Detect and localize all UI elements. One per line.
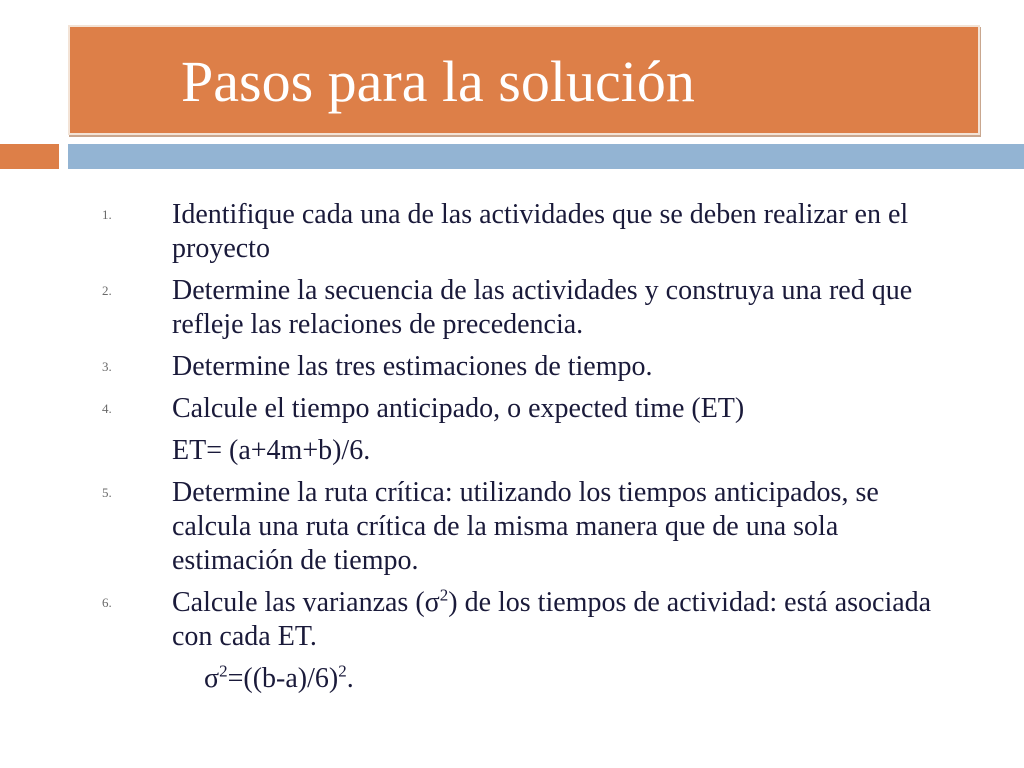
- list-item: [0, 198, 932, 266]
- formula-part: .: [346, 663, 354, 694]
- step-number: 4.: [102, 401, 112, 416]
- step-number: 2.: [102, 283, 112, 298]
- list-item: [0, 586, 932, 654]
- step-text-before: Calcule las varianzas (σ: [172, 587, 440, 618]
- list-item: [0, 350, 932, 384]
- formula-sup: 2: [338, 661, 347, 681]
- title-banner: [68, 25, 980, 135]
- variance-formula: [0, 662, 1024, 696]
- step-number: 1.: [102, 207, 112, 222]
- list-item: [0, 476, 932, 578]
- step-text-after: ) de los tiempos de actividad: está asociada con cada ET.: [172, 587, 932, 652]
- formula-sup: 2: [219, 661, 228, 681]
- step-text: Determine las tres estimaciones de tiempo.: [172, 351, 653, 382]
- list-item: [0, 274, 932, 342]
- step-number: 3.: [102, 359, 112, 374]
- slide-title: Pasos para la solución: [181, 49, 695, 114]
- step-text: Determine la secuencia de las actividades y construya una red que refleje las relaciones de precedencia.: [172, 275, 913, 340]
- list-item: [0, 392, 932, 426]
- accent-bar-blue: [68, 144, 1024, 169]
- step-text: Calcule el tiempo anticipado, o expected time (ET): [172, 393, 745, 424]
- formula-part: σ: [204, 663, 220, 694]
- step-text: Identifique cada una de las actividades que se deben realizar en el proyecto: [172, 199, 909, 264]
- steps-list: [0, 198, 1024, 696]
- step-number: 5.: [102, 485, 112, 500]
- et-formula: ET= (a+4m+b)/6.: [172, 435, 371, 466]
- step-number: 6.: [102, 595, 112, 610]
- step-text-sup: 2: [439, 585, 449, 605]
- step-text: Determine la ruta crítica: utilizando los tiempos anticipados, se calcula una ruta crítica de la misma manera que de una sola estimación de tiempo.: [172, 477, 879, 576]
- accent-bar-orange: [0, 144, 59, 169]
- formula-part: =((b-a)/6): [227, 663, 339, 694]
